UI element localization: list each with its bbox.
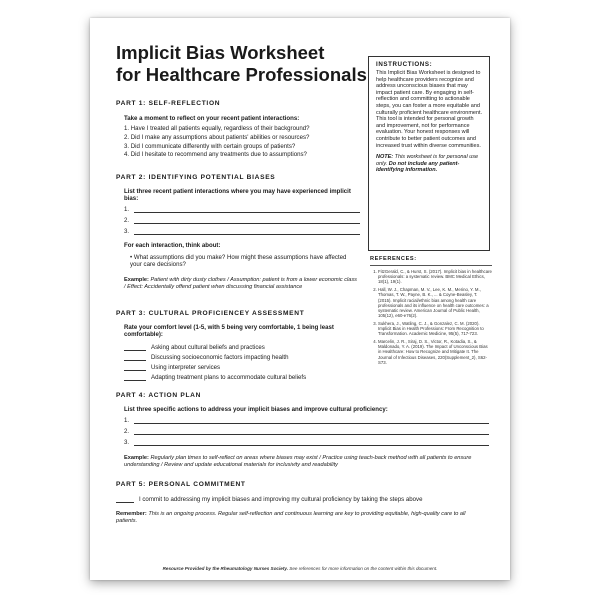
question-item: 1. Have I treated all patients equally, regardless of their background? [124, 125, 310, 132]
part3-prompt: Rate your comfort level (1-5, with 5 being very comfortable, 1 being least comfortable): [124, 324, 334, 339]
example-label: Example: [124, 277, 149, 283]
reference-item: 1. FitzGerald, C., & Hurst, S. (2017). Implicit bias in healthcare professionals: a systematic review. BMC Medical Ethics, 18(1), 19(1). [378, 269, 492, 285]
references-list [370, 269, 492, 365]
part4-action-line-2[interactable] [124, 428, 489, 435]
question-item: 2. Did I make any assumptions about patients' abilities or resources? [124, 133, 310, 141]
rating-item: Using interpreter services [151, 364, 221, 371]
part2-heading: PART 2: IDENTIFYING POTENTIAL BIASES [116, 174, 276, 181]
instructions-body: This Implicit Bias Worksheet is designed to help healthcare providers recognize and address unconscious biases that may impact patient care. By engaging in self-reflection and committing to actionable steps, you can foster a more equitable and culturally proficient healthcare environment. This tool is intended for personal growth and improvement, not for performance evaluation. Your honest responses will contribute to better patient outcomes and increased trust within diverse communities. [376, 70, 483, 149]
example-text: Regularly plan times to self-reflect on areas where biases may exist / Practice using teach-back method with all patients to ensure understanding / Review and update educational materials for inclusivity and readability [124, 455, 472, 468]
rating-item: Discussing socioeconomic factors impacting health [151, 354, 289, 361]
part2-think-prompt: For each interaction, think about: [124, 242, 221, 249]
instructions-heading: INSTRUCTIONS: [376, 61, 433, 68]
example-text: Patient with dirty dusty clothes / Assumption: patient is from a lower economic class / Effect: Accidentally offend patient when discussing financial assistance [124, 277, 357, 290]
part4-prompt: List three specific actions to address your implicit biases and improve cultural proficiency: [124, 406, 388, 413]
rating-row[interactable] [124, 344, 265, 351]
question-item: 3. Did I communicate differently with certain groups of patients? [124, 142, 296, 150]
part5-heading: PART 5: PERSONAL COMMITMENT [116, 481, 246, 488]
footer-text: See references for more information on the content within this document. [289, 566, 438, 571]
note-text: This worksheet is for personal use only. [376, 154, 479, 167]
rating-item: Asking about cultural beliefs and practices [151, 344, 265, 351]
part1-heading: PART 1: SELF-REFLECTION [116, 100, 221, 107]
part2-bullet: • What assumptions did you make? How might these assumptions have affected your care decisions? [130, 254, 347, 269]
instructions-note [376, 154, 483, 174]
reference-item: 4. Marcelin, J. R., Siraj, D. S., Victor, R., Kotadia, S., & Maldonado, Y. A. (2019). The Impact of Unconscious Bias in Healthcare: How to Recognize and Mitigate It. The Journal of Infectious Diseases, 220(Supplement_2), S62-S73. [378, 339, 492, 365]
line-number: 2. [124, 217, 130, 224]
remember-note [116, 511, 486, 525]
references-heading: REFERENCES: [370, 256, 492, 266]
part4-action-line-1[interactable] [124, 417, 489, 424]
part2-answer-line-1[interactable] [124, 206, 360, 213]
part1-prompt: Take a moment to reflect on your recent patient interactions: [124, 115, 300, 122]
question-item: 4. Did I hesitate to recommend any treatments due to assumptions? [124, 151, 307, 159]
rating-row[interactable] [124, 354, 289, 361]
references [370, 256, 492, 367]
part2-prompt: List three recent patient interactions where you may have experienced implicit bias: [124, 188, 351, 203]
line-number: 3. [124, 439, 130, 446]
remember-text: This is an ongoing process. Regular self-reflection and continuous learning are key to providing equitable, high-quality care to all patients. [116, 511, 466, 524]
commitment-row[interactable] [116, 496, 422, 503]
worksheet-page [90, 18, 510, 580]
example-label: Example: [124, 455, 149, 461]
rating-row[interactable] [124, 374, 306, 381]
remember-label: Remember: [116, 511, 147, 517]
part1-questions [124, 125, 310, 160]
part2-example [124, 277, 360, 291]
part4-heading: PART 4: ACTION PLAN [116, 392, 202, 399]
rating-row[interactable] [124, 364, 220, 371]
title-line-1: Implicit Bias Worksheet [116, 42, 325, 63]
part4-example [124, 455, 486, 469]
part2-answer-line-2[interactable] [124, 217, 360, 224]
commitment-text: I commit to addressing my implicit biases and improving my cultural proficiency by taking the steps above [139, 496, 423, 503]
reference-item: 3. Sukhera, J., Watling, C. J., & Gonzalez, C. M. (2020). Implicit Bias in Health Professions: From Recognition to Transformation. Academic Medicine, 95(5), 717-723. [378, 321, 492, 337]
line-number: 1. [124, 206, 130, 213]
part2-answer-line-3[interactable] [124, 228, 360, 235]
line-number: 2. [124, 428, 130, 435]
page-title [116, 42, 367, 86]
part4-action-line-3[interactable] [124, 439, 489, 446]
line-number: 3. [124, 228, 130, 235]
part3-heading: PART 3: CULTURAL PROFICIENCEY ASSESSMENT [116, 310, 305, 317]
footer [90, 566, 510, 571]
note-bold: Do not include any patient-identifying information. [376, 160, 460, 174]
footer-bold: Resource Provided by the Rheumatology Nurses Society. [162, 566, 289, 571]
instructions-box [368, 56, 490, 251]
note-label: NOTE: [376, 154, 394, 161]
rating-item: Adapting treatment plans to accommodate cultural beliefs [151, 374, 307, 381]
reference-item: 2. Hall, W. J., Chapman, M. V., Lee, K. M., Merino, Y. M., Thomas, T. W., Payne, B. K., ... & Coyne-Beasley, T. (2015). Implicit racial/ethnic bias among health care professionals and its influence on health care outcomes: a systematic review. American Journal of Public Health, 105(12), e60-e76(2). [378, 287, 492, 318]
title-line-2: for Healthcare Professionals [116, 64, 367, 85]
line-number: 1. [124, 417, 130, 424]
